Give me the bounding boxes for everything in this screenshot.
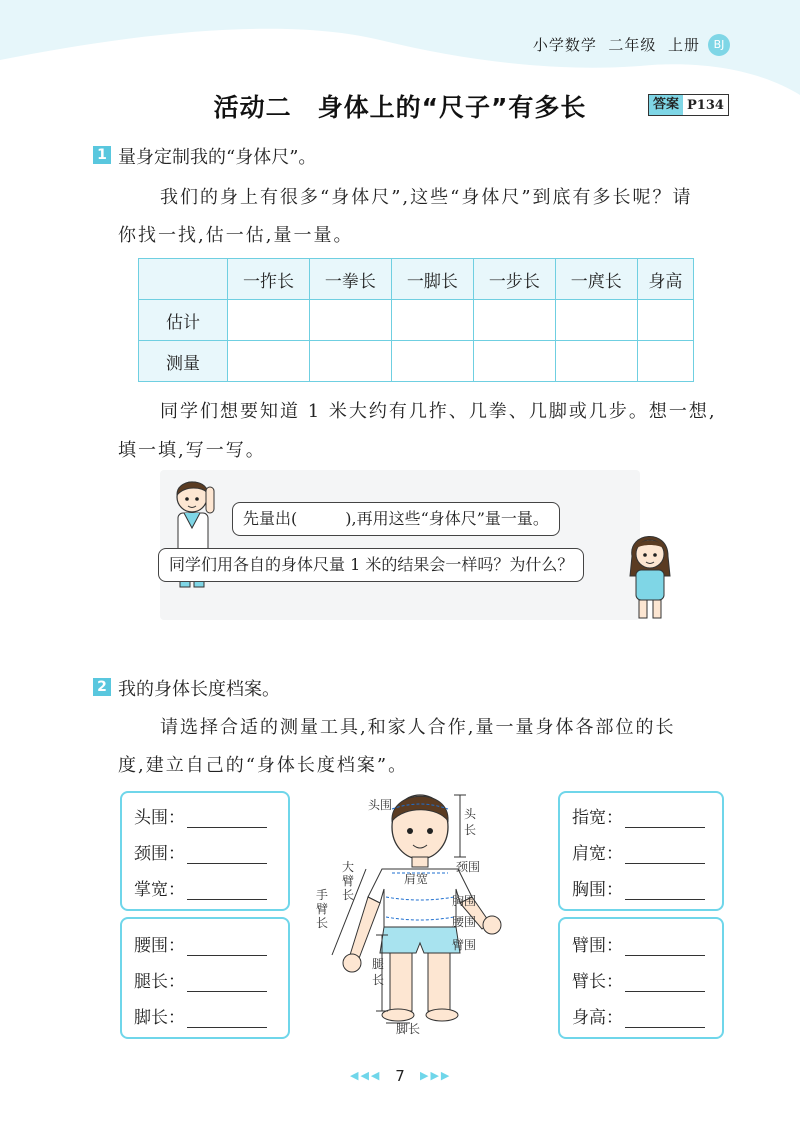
field-label: 胸围：: [572, 880, 623, 900]
girl-speech-bubble: 同学们用各自的身体尺量 1 米的结果会一样吗？为什么？: [158, 548, 584, 582]
body-ruler-table: [138, 258, 694, 382]
table-header-cell: 一脚长: [391, 259, 473, 300]
header-text: [533, 34, 700, 55]
q2-para-line2: 度,建立自己的“身体长度档案”。: [118, 755, 409, 776]
header-badge: BJ: [708, 34, 730, 56]
field-label: 头围：: [134, 808, 185, 828]
next-arrows-icon: ▶▶▶: [420, 1069, 452, 1082]
answer-line[interactable]: [187, 849, 267, 864]
table-row: [139, 341, 694, 382]
table-header-cell: 一拳长: [309, 259, 391, 300]
label-head-circumference: 头围: [368, 798, 393, 812]
table-header-cell: 一庹长: [555, 259, 637, 300]
field-label: 腰围：: [134, 936, 185, 956]
answer-reference[interactable]: [648, 94, 729, 116]
label-foot-length: 脚长: [396, 1022, 421, 1036]
left-record-box-1: [120, 791, 290, 911]
row-label-measure: 测量: [139, 341, 228, 382]
answer-line[interactable]: [625, 813, 705, 828]
field-label: 颈围：: [134, 844, 185, 864]
field-label: 掌宽：: [134, 880, 185, 900]
record-field[interactable]: [572, 875, 705, 900]
table-row: [139, 300, 694, 341]
answer-line[interactable]: [187, 941, 267, 956]
answer-cell[interactable]: [555, 341, 637, 382]
table-header-cell: [139, 259, 228, 300]
answer-cell[interactable]: [309, 300, 391, 341]
header-subject: 小学数学: [532, 36, 597, 54]
answer-cell[interactable]: [637, 341, 693, 382]
right-record-box-2: [558, 917, 724, 1039]
label-upper-arm-length: 大臂长: [342, 860, 355, 902]
label-leg-length: 腿长: [372, 957, 385, 987]
label-shoulder: 肩宽: [404, 872, 429, 886]
record-field[interactable]: [134, 839, 267, 864]
record-field[interactable]: [134, 803, 267, 828]
body-diagram: [310, 785, 550, 1035]
answer-page: P134: [687, 97, 724, 113]
girl-illustration: [620, 528, 680, 620]
prev-arrows-icon: ◀◀◀: [350, 1069, 382, 1082]
header-volume: 上册: [667, 36, 700, 54]
answer-line[interactable]: [187, 813, 267, 828]
record-field[interactable]: [134, 875, 267, 900]
q1-para2-line1: 同学们想要知道 1 米大约有几拃、几拳、几脚或几步。想一想,: [160, 401, 717, 422]
answer-line[interactable]: [187, 1013, 267, 1028]
answer-cell[interactable]: [391, 341, 473, 382]
record-field[interactable]: [572, 967, 705, 992]
question-1-title: 量身定制我的“身体尺”。: [118, 147, 317, 168]
q2-para-line1: 请选择合适的测量工具,和家人合作,量一量身体各部位的长: [160, 717, 676, 738]
right-record-box-1: [558, 791, 724, 911]
answer-line[interactable]: [625, 885, 705, 900]
label-neck: 颈围: [456, 860, 481, 874]
answer-cell[interactable]: [473, 341, 555, 382]
label-arm-length: 手臂长: [316, 888, 329, 930]
record-field[interactable]: [134, 931, 267, 956]
answer-line[interactable]: [187, 977, 267, 992]
page-number: 7: [395, 1067, 405, 1085]
header-grade: 二年级: [608, 36, 657, 54]
question-2-title: 我的身体长度档案。: [118, 679, 280, 700]
label-arm-circumference: 臂围: [452, 938, 477, 952]
row-label-estimate: 估计: [139, 300, 228, 341]
answer-cell[interactable]: [309, 341, 391, 382]
q1-para1-line1: 我们的身上有很多“身体尺”,这些“身体尺”到底有多长呢？请: [160, 187, 693, 208]
boy-speech-bubble: 先量出( ),再用这些“身体尺”量一量。: [232, 502, 560, 536]
table-header-cell: 身高: [637, 259, 693, 300]
field-label: 指宽：: [572, 808, 623, 828]
answer-cell[interactable]: [391, 300, 473, 341]
record-field[interactable]: [572, 1003, 705, 1028]
field-label: 腿长：: [134, 972, 185, 992]
answer-label: 答案: [649, 95, 683, 115]
field-label: 肩宽：: [572, 844, 623, 864]
label-head-length: 头长: [464, 807, 477, 837]
question-2-number: 2: [93, 678, 111, 696]
field-label: 身高：: [572, 1008, 623, 1028]
field-label: 臂长：: [572, 972, 623, 992]
q1-para1-line2: 你找一找,估一估,量一量。: [118, 225, 354, 246]
answer-line[interactable]: [187, 885, 267, 900]
record-field[interactable]: [134, 967, 267, 992]
answer-cell[interactable]: [473, 300, 555, 341]
field-label: 臂围：: [572, 936, 623, 956]
dialogue-panel: [160, 470, 640, 620]
record-field[interactable]: [572, 803, 705, 828]
answer-line[interactable]: [625, 977, 705, 992]
field-label: 脚长：: [134, 1008, 185, 1028]
answer-line[interactable]: [625, 1013, 705, 1028]
answer-cell[interactable]: [228, 341, 310, 382]
q1-para2-line2: 填一填,写一写。: [118, 440, 266, 461]
table-header-cell: 一拃长: [228, 259, 310, 300]
answer-line[interactable]: [625, 941, 705, 956]
left-record-box-2: [120, 917, 290, 1039]
table-header-row: [139, 259, 694, 300]
label-chest: 胸围: [452, 894, 477, 908]
answer-cell[interactable]: [228, 300, 310, 341]
record-field[interactable]: [572, 931, 705, 956]
record-field[interactable]: [572, 839, 705, 864]
table-header-cell: 一步长: [473, 259, 555, 300]
answer-cell[interactable]: [637, 300, 693, 341]
record-field[interactable]: [134, 1003, 267, 1028]
page-title: 活动二 身体上的“尺子”有多长: [213, 93, 587, 122]
question-1-number: 1: [93, 146, 111, 164]
answer-line[interactable]: [625, 849, 705, 864]
label-waist: 腰围: [452, 915, 477, 929]
answer-cell[interactable]: [555, 300, 637, 341]
